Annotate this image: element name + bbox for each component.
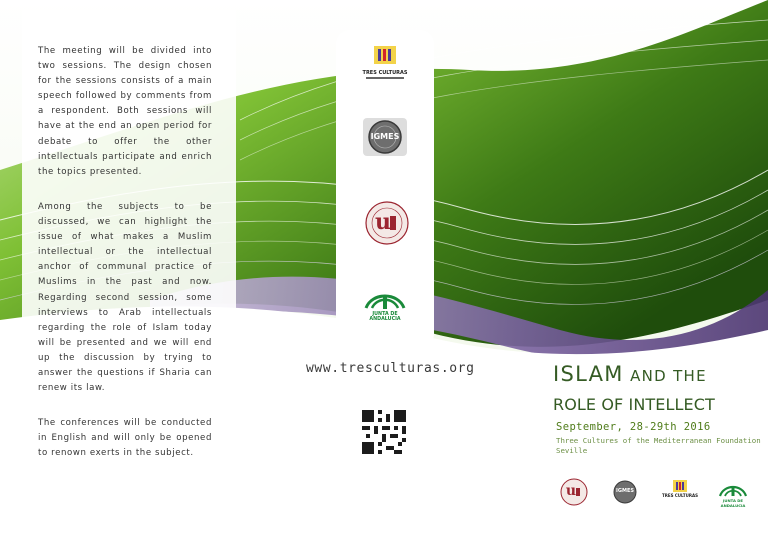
junta-andalucia-label-small: JUNTA DE ANDALUCIA bbox=[720, 498, 746, 508]
tres-culturas-subline bbox=[366, 77, 404, 79]
event-city: Seville bbox=[556, 446, 588, 455]
paragraph-sessions: The meeting will be divided into two sessions. The design chosen for the sessions consists of a main speech followed by comments from a respondent. Both sessions will have at the end an open period for debate to offer the other intellectuals participate and enrich the topics presented. bbox=[38, 46, 212, 177]
event-date: September, 28-29th 2016 bbox=[556, 421, 711, 433]
junta-andalucia-icon bbox=[358, 286, 412, 312]
junta-andalucia-logo-small bbox=[715, 480, 751, 508]
igmes-seal bbox=[363, 118, 407, 156]
igmes-seal-small bbox=[613, 480, 637, 504]
tres-culturas-small-icon bbox=[660, 479, 700, 493]
tres-culturas-label-small: TRES CULTURAS bbox=[662, 493, 698, 498]
university-seal-small bbox=[560, 478, 588, 506]
title-line-1 bbox=[553, 362, 753, 386]
junta-andalucia-small-icon bbox=[715, 480, 751, 498]
university-letter-small: u bbox=[565, 483, 577, 499]
tres-culturas-label: TRES CULTURAS bbox=[362, 70, 408, 76]
qr-code[interactable] bbox=[362, 410, 406, 454]
title-islam: ISLAM bbox=[553, 362, 624, 386]
title-and-the: AND THE bbox=[630, 367, 707, 385]
paragraph-conferences: The conferences will be conducted in English and will only be opened to renown exerts in the subject. bbox=[38, 418, 212, 459]
igmes-label-small: IGMES bbox=[616, 488, 634, 494]
event-organizer: Three Cultures of the Mediterranean Foundation bbox=[556, 436, 761, 445]
igmes-label: IGMES bbox=[370, 132, 400, 141]
title-line-2: ROLE OF INTELLECT bbox=[553, 395, 715, 414]
university-seal bbox=[364, 200, 410, 246]
paragraph-topics: Among the subjects to be discussed, we can highlight the issue of what makes a Muslim intellectual or the intellectual anchor of communal practice of Muslims in the past and now. Regarding second session, some interviews to Arab intellectuals regarding the role of Islam today will be presented and we will end up the discussion by trying to answer the questions if Sharia can renew its law. bbox=[38, 202, 212, 394]
tres-culturas-logo bbox=[360, 44, 410, 88]
junta-andalucia-logo bbox=[358, 286, 412, 324]
tres-culturas-logo-small bbox=[660, 478, 700, 508]
university-letter: u bbox=[375, 209, 391, 235]
website-url[interactable]: www.tresculturas.org bbox=[306, 361, 475, 376]
junta-andalucia-label: JUNTA DE ANDALUCIA bbox=[369, 312, 401, 322]
tres-culturas-icon bbox=[360, 44, 410, 70]
